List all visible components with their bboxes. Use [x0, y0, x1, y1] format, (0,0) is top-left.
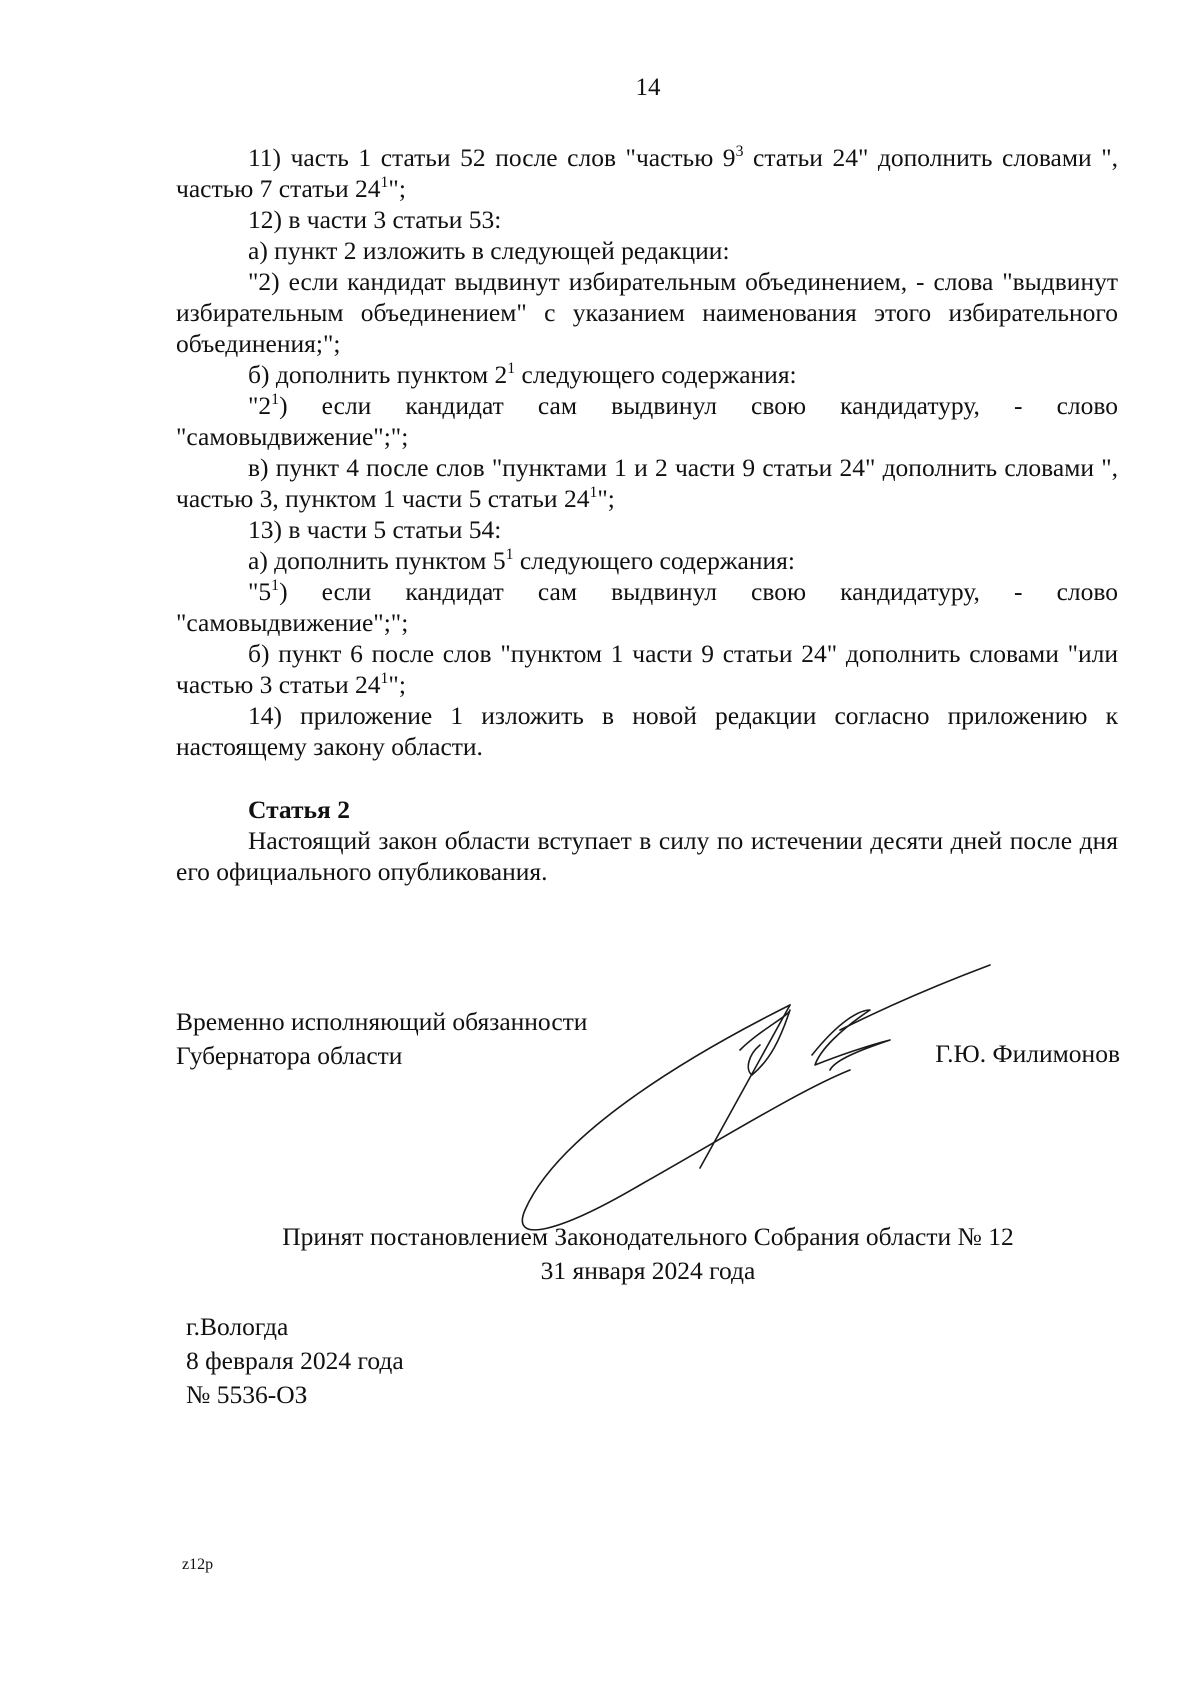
position-line-1: Временно исполняющий обязанности [176, 1007, 588, 1036]
superscript: 1 [380, 173, 389, 191]
adoption-line-1: Принят постановлением Законодательного Собрания области № 12 [282, 1222, 1014, 1251]
document-code: z12p [182, 1556, 214, 1573]
text: в) пункт 4 после слов "пунктами 1 и 2 части 9 статьи 24" дополнить словами ", частью 3, пунктом 1 части 5 статьи 24 [176, 453, 1118, 513]
text: "; [388, 174, 406, 203]
superscript: 1 [505, 545, 514, 563]
law-number: № 5536-ОЗ [186, 1380, 308, 1409]
place-date-number [186, 1310, 404, 1412]
position-line-2: Губернатора области [176, 1041, 403, 1070]
superscript: 1 [507, 359, 516, 377]
item-11 [176, 142, 1118, 204]
law-date: 8 февраля 2024 года [186, 1346, 404, 1375]
item-12: 12) в части 3 статьи 53: [248, 205, 502, 234]
text: б) пункт 6 после слов "пунктом 1 части 9 статьи 24" дополнить словами "или частью 3 статьи 24 [176, 639, 1118, 699]
text: "5 [248, 577, 272, 606]
document-body [176, 142, 1118, 887]
text: ) если кандидат сам выдвинул свою кандидатуру, - слово "самовыдвижение";"; [176, 391, 1118, 451]
superscript: 3 [735, 142, 744, 160]
signatory-position [176, 1005, 587, 1073]
item-13-a [176, 545, 1118, 576]
signatory-name: Г.Ю. Филимонов [935, 1039, 1120, 1068]
text: ) если кандидат сам выдвинул свою кандидатуру, - слово "самовыдвижение";"; [176, 577, 1118, 637]
text: "; [597, 484, 615, 513]
text: следующего содержания: [515, 360, 797, 389]
superscript: 1 [380, 669, 389, 687]
item-14: 14) приложение 1 изложить в новой редакции согласно приложению к настоящему закону области. [176, 701, 1118, 761]
city: г.Вологда [186, 1312, 289, 1341]
text: "2 [248, 391, 272, 420]
text: а) дополнить пунктом 5 [248, 546, 506, 575]
item-13-b [176, 638, 1118, 700]
text: статьи 24" дополнить словами ", частью 7 статьи 24 [176, 143, 1118, 203]
item-12-c [176, 452, 1118, 514]
item-12-b [176, 359, 1118, 390]
text: следующего содержания: [513, 546, 795, 575]
item-13: 13) в части 5 статьи 54: [248, 515, 502, 544]
item-12-a: а) пункт 2 изложить в следующей редакции: [248, 236, 730, 265]
adoption-note [0, 1220, 1200, 1288]
superscript: 1 [589, 483, 598, 501]
text: б) дополнить пунктом 2 [248, 360, 508, 389]
item-12-b-text [176, 390, 1118, 452]
text: 11) часть 1 статьи 52 после слов "частью 9 [248, 143, 736, 172]
article-2-text: Настоящий закон области вступает в силу по истечении десяти дней после дня его официального опубликования. [176, 826, 1118, 886]
adoption-date: 31 января 2024 года [540, 1256, 756, 1285]
text: "; [388, 670, 406, 699]
article-2-title: Статья 2 [248, 795, 350, 824]
item-13-a-text [176, 576, 1118, 638]
page-number: 14 [635, 74, 661, 101]
superscript: 1 [271, 390, 280, 408]
item-12-a-text: "2) если кандидат выдвинут избирательным объединением, - слова "выдвинут избирательным объединением" с указанием наименования этого избирательного объединения;"; [176, 267, 1118, 358]
superscript: 1 [271, 576, 280, 594]
